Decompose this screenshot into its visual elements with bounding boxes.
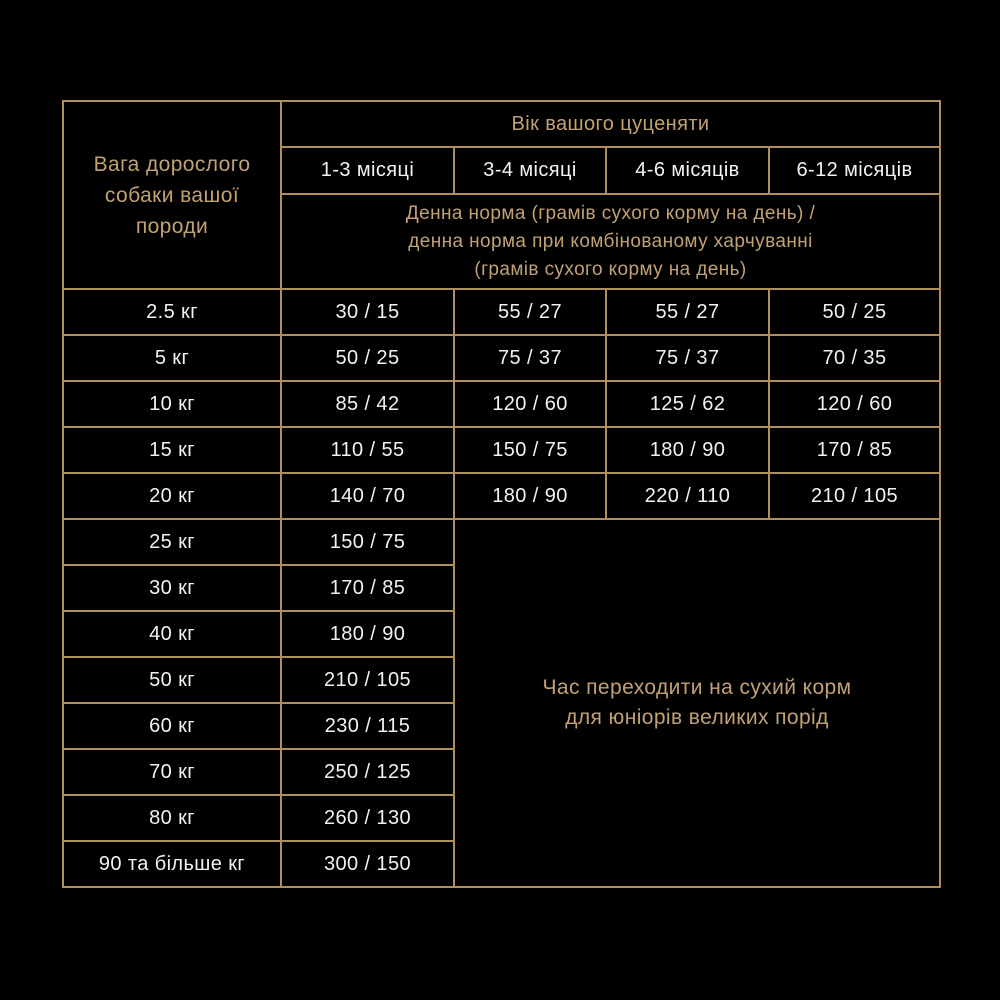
- weight-cell: 15 кг: [63, 427, 281, 473]
- table-row: [63, 519, 940, 565]
- value-cell: 230 / 115: [281, 703, 454, 749]
- transition-note-line: для юніорів великих порід: [565, 706, 829, 729]
- age-col-header-3-4: 3-4 місяці: [454, 147, 606, 194]
- weight-cell: 70 кг: [63, 749, 281, 795]
- norm-header-line: денна норма при комбінованому харчуванні: [408, 230, 813, 252]
- value-cell: 30 / 15: [281, 289, 454, 335]
- weight-cell: 50 кг: [63, 657, 281, 703]
- age-col-header-1-3: 1-3 місяці: [281, 147, 454, 194]
- weight-cell: 60 кг: [63, 703, 281, 749]
- value-cell: 85 / 42: [281, 381, 454, 427]
- weight-cell: 90 та більше кг: [63, 841, 281, 887]
- table-row: [63, 289, 940, 335]
- table-row: [63, 381, 940, 427]
- age-header-cell: Вік вашого цуценяти: [281, 101, 940, 147]
- weight-cell: 5 кг: [63, 335, 281, 381]
- value-cell: 140 / 70: [281, 473, 454, 519]
- weight-cell: 30 кг: [63, 565, 281, 611]
- value-cell: 120 / 60: [769, 381, 940, 427]
- norm-header-cell: [281, 194, 940, 289]
- value-cell: 50 / 25: [281, 335, 454, 381]
- table-row: [63, 473, 940, 519]
- weight-cell: 20 кг: [63, 473, 281, 519]
- value-cell: 150 / 75: [281, 519, 454, 565]
- value-cell: 125 / 62: [606, 381, 769, 427]
- corner-header-cell: [63, 101, 281, 289]
- value-cell: 55 / 27: [454, 289, 606, 335]
- value-cell: 210 / 105: [281, 657, 454, 703]
- feeding-table: [62, 100, 941, 888]
- weight-cell: 40 кг: [63, 611, 281, 657]
- transition-note-line: Час переходити на сухий корм: [542, 676, 852, 699]
- value-cell: 250 / 125: [281, 749, 454, 795]
- transition-note-cell: [454, 519, 940, 887]
- table-row: [63, 427, 940, 473]
- value-cell: 220 / 110: [606, 473, 769, 519]
- table-row: [63, 335, 940, 381]
- value-cell: 75 / 37: [454, 335, 606, 381]
- weight-cell: 10 кг: [63, 381, 281, 427]
- age-col-header-4-6: 4-6 місяців: [606, 147, 769, 194]
- weight-cell: 25 кг: [63, 519, 281, 565]
- value-cell: 70 / 35: [769, 335, 940, 381]
- corner-header-text: Вага дорослого собаки вашої породи: [93, 152, 251, 238]
- value-cell: 75 / 37: [606, 335, 769, 381]
- value-cell: 170 / 85: [281, 565, 454, 611]
- value-cell: 180 / 90: [454, 473, 606, 519]
- value-cell: 300 / 150: [281, 841, 454, 887]
- age-col-header-6-12: 6-12 місяців: [769, 147, 940, 194]
- value-cell: 180 / 90: [606, 427, 769, 473]
- value-cell: 55 / 27: [606, 289, 769, 335]
- value-cell: 260 / 130: [281, 795, 454, 841]
- value-cell: 150 / 75: [454, 427, 606, 473]
- weight-cell: 2.5 кг: [63, 289, 281, 335]
- value-cell: 210 / 105: [769, 473, 940, 519]
- value-cell: 120 / 60: [454, 381, 606, 427]
- value-cell: 180 / 90: [281, 611, 454, 657]
- value-cell: 110 / 55: [281, 427, 454, 473]
- weight-cell: 80 кг: [63, 795, 281, 841]
- norm-header-line: Денна норма (грамів сухого корму на день) /: [405, 202, 816, 224]
- value-cell: 50 / 25: [769, 289, 940, 335]
- norm-header-line: (грамів сухого корму на день): [474, 258, 747, 280]
- value-cell: 170 / 85: [769, 427, 940, 473]
